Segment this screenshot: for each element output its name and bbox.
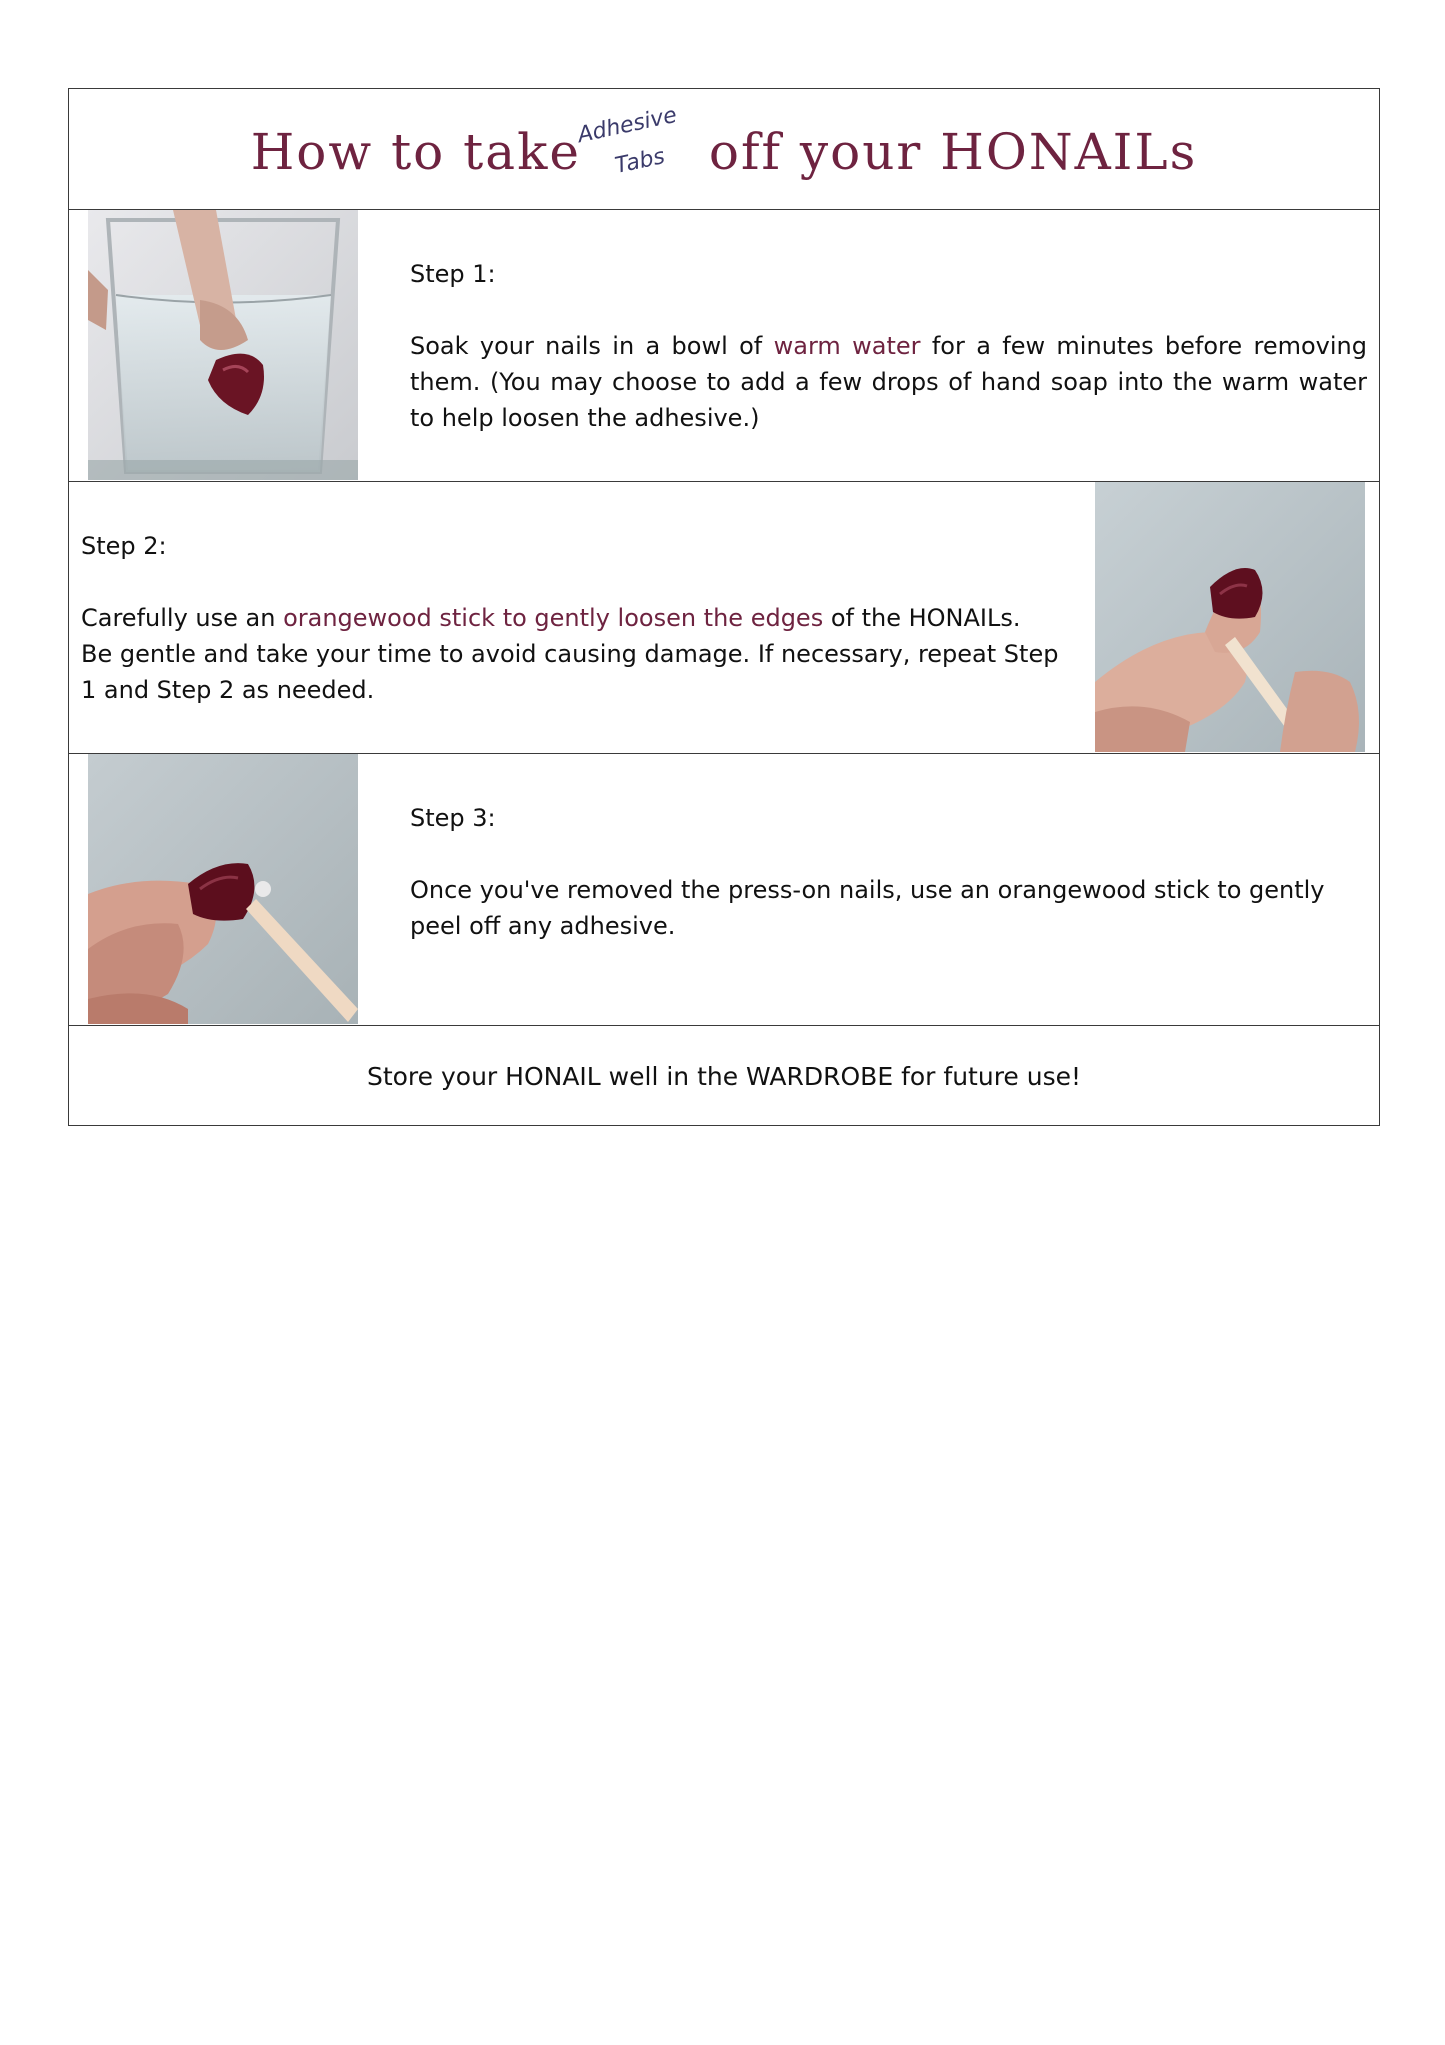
step-3-photo xyxy=(88,754,358,1024)
step-2-heading: Step 2: xyxy=(81,532,167,560)
step-1-body xyxy=(410,328,1367,436)
step-2-row xyxy=(69,482,1379,754)
step-1-row xyxy=(69,210,1379,482)
step-1-rest: for a few minutes before removing them. (You may choose to add a few drops of hand soap into the warm water to help loosen the adhesive.) xyxy=(410,332,1367,432)
step-2-highlight: orangewood stick to gently loosen the edges xyxy=(283,604,824,632)
water-glass-photo xyxy=(88,210,358,480)
instruction-sheet xyxy=(68,88,1380,1126)
step-1-text xyxy=(410,256,1367,436)
step-2-line2: Be gentle and take your time to avoid causing damage. If necessary, repeat Step 1 and Step 2 as needed. xyxy=(81,640,1059,704)
page-title xyxy=(69,102,1379,183)
footer-text: Store your HONAIL well in the WARDROBE for future use! xyxy=(366,1062,1082,1091)
peel-adhesive-photo xyxy=(88,754,358,1024)
step-1-heading: Step 1: xyxy=(410,260,496,288)
title-before: How to take xyxy=(250,123,581,181)
step-2-text xyxy=(81,528,1081,708)
step-2-photo xyxy=(1095,482,1365,752)
title-after: off your HONAILs xyxy=(708,123,1198,181)
step-3-body: Once you've removed the press-on nails, use an orangewood stick to gently peel off any adhesive. xyxy=(410,876,1325,940)
title-row xyxy=(69,89,1379,210)
title-adhesive-word: Adhesive xyxy=(575,102,680,149)
step-3-heading: Step 3: xyxy=(410,804,496,832)
step-2-body xyxy=(81,600,1081,636)
title-tabs-word: Tabs xyxy=(612,144,668,179)
step-3-row xyxy=(69,754,1379,1026)
step-3-text xyxy=(410,800,1367,944)
step-1-lead: Soak your nails in a bowl of xyxy=(410,332,774,360)
step-1-photo xyxy=(88,210,358,480)
step-2-lead: Carefully use an xyxy=(81,604,284,632)
orangewood-stick-photo xyxy=(1095,482,1365,752)
footer-row xyxy=(69,1026,1379,1126)
step-1-highlight: warm water xyxy=(773,332,921,360)
title-adhesive-tabs xyxy=(575,102,691,183)
step-2-rest: of the HONAILs. xyxy=(823,604,1021,632)
